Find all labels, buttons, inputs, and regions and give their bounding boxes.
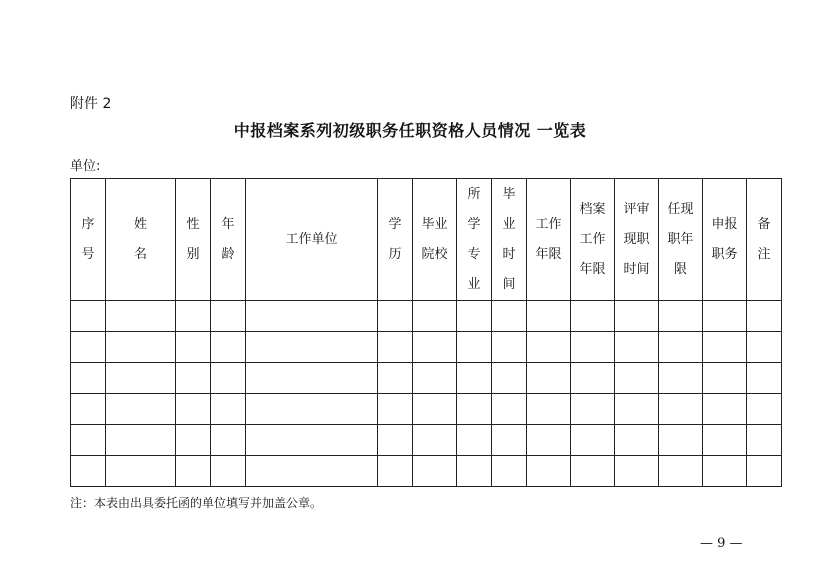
table-cell	[413, 363, 457, 394]
table-cell	[246, 456, 378, 487]
table-row	[71, 332, 782, 363]
table-cell	[378, 456, 413, 487]
header-cell-age: 年 龄	[211, 179, 246, 301]
table-cell	[527, 456, 571, 487]
footnote: 注：本表由出具委托函的单位填写并加盖公章。	[70, 496, 323, 510]
table-cell	[571, 363, 615, 394]
table-cell	[571, 425, 615, 456]
table-cell	[246, 425, 378, 456]
table-cell	[106, 363, 176, 394]
table-cell	[71, 301, 106, 332]
table-cell	[176, 456, 211, 487]
table-cell	[615, 332, 659, 363]
table-cell	[246, 363, 378, 394]
table-cell	[457, 456, 492, 487]
table-cell	[615, 363, 659, 394]
table-cell	[457, 363, 492, 394]
table-cell	[106, 301, 176, 332]
table-cell	[492, 363, 527, 394]
table-cell	[176, 301, 211, 332]
table-cell	[703, 332, 747, 363]
table-cell	[413, 456, 457, 487]
table-cell	[659, 456, 703, 487]
table-cell	[176, 332, 211, 363]
table-cell	[413, 301, 457, 332]
table-cell	[457, 425, 492, 456]
personnel-table	[70, 178, 782, 487]
table-cell	[571, 301, 615, 332]
table-cell	[176, 425, 211, 456]
header-cell-review-time: 评审 现职 时间	[615, 179, 659, 301]
header-cell-name: 姓 名	[106, 179, 176, 301]
table-cell	[211, 425, 246, 456]
table-row	[71, 301, 782, 332]
table-cell	[747, 394, 782, 425]
table-cell	[527, 394, 571, 425]
table-body	[71, 301, 782, 487]
header-cell-major: 所 学 专 业	[457, 179, 492, 301]
table-cell	[106, 394, 176, 425]
table-cell	[457, 332, 492, 363]
table-cell	[71, 425, 106, 456]
table-cell	[71, 332, 106, 363]
header-cell-applied-position: 申报 职务	[703, 179, 747, 301]
table-cell	[71, 456, 106, 487]
table-cell	[176, 363, 211, 394]
table-cell	[106, 332, 176, 363]
table-cell	[747, 456, 782, 487]
header-cell-education: 学 历	[378, 179, 413, 301]
table-cell	[211, 332, 246, 363]
header-cell-work-years: 工作 年限	[527, 179, 571, 301]
table-row	[71, 456, 782, 487]
table-cell	[615, 456, 659, 487]
table-cell	[703, 363, 747, 394]
table-cell	[246, 332, 378, 363]
table-cell	[659, 363, 703, 394]
table-cell	[211, 363, 246, 394]
table-cell	[615, 394, 659, 425]
table-cell	[413, 332, 457, 363]
table-cell	[703, 425, 747, 456]
table-cell	[527, 425, 571, 456]
page-number: — 9 —	[700, 536, 743, 551]
table-cell	[615, 425, 659, 456]
table-cell	[703, 301, 747, 332]
table-cell	[457, 394, 492, 425]
header-cell-archive-years: 档案 工作 年限	[571, 179, 615, 301]
table-cell	[413, 425, 457, 456]
table-row	[71, 425, 782, 456]
table-cell	[747, 363, 782, 394]
table-cell	[659, 394, 703, 425]
table-cell	[211, 456, 246, 487]
table-cell	[527, 363, 571, 394]
table-cell	[246, 394, 378, 425]
table-row	[71, 363, 782, 394]
table-cell	[378, 425, 413, 456]
table-cell	[747, 425, 782, 456]
table-cell	[659, 301, 703, 332]
header-cell-position-years: 任现 职年 限	[659, 179, 703, 301]
table-cell	[659, 332, 703, 363]
table-cell	[571, 456, 615, 487]
table-cell	[457, 301, 492, 332]
table-cell	[246, 301, 378, 332]
header-cell-graduation-time: 毕 业 时 间	[492, 179, 527, 301]
attachment-label: 附件 2	[70, 96, 112, 112]
table-cell	[492, 425, 527, 456]
table-cell	[176, 394, 211, 425]
unit-label: 单位:	[70, 159, 101, 174]
header-cell-remarks: 备 注	[747, 179, 782, 301]
table-cell	[615, 301, 659, 332]
table-cell	[492, 456, 527, 487]
table-cell	[747, 332, 782, 363]
table-cell	[378, 301, 413, 332]
header-cell-school: 毕业 院校	[413, 179, 457, 301]
table-cell	[492, 394, 527, 425]
table-row	[71, 394, 782, 425]
table-cell	[413, 394, 457, 425]
table-header-row	[71, 179, 782, 301]
table-cell	[378, 332, 413, 363]
table-cell	[71, 363, 106, 394]
table-cell	[527, 332, 571, 363]
table-cell	[106, 456, 176, 487]
table-cell	[378, 363, 413, 394]
table-cell	[659, 425, 703, 456]
table-cell	[378, 394, 413, 425]
table-cell	[106, 425, 176, 456]
table-cell	[703, 456, 747, 487]
document-title: 中报档案系列初级职务任职资格人员情况 一览表	[233, 121, 587, 140]
table-cell	[703, 394, 747, 425]
header-cell-gender: 性 别	[176, 179, 211, 301]
table-cell	[571, 332, 615, 363]
table-cell	[492, 332, 527, 363]
table-cell	[211, 301, 246, 332]
header-cell-work-unit: 工作单位	[246, 179, 378, 301]
header-cell-index: 序 号	[71, 179, 106, 301]
table-cell	[71, 394, 106, 425]
table-cell	[492, 301, 527, 332]
table-cell	[571, 394, 615, 425]
table-cell	[527, 301, 571, 332]
table-cell	[211, 394, 246, 425]
table-cell	[747, 301, 782, 332]
